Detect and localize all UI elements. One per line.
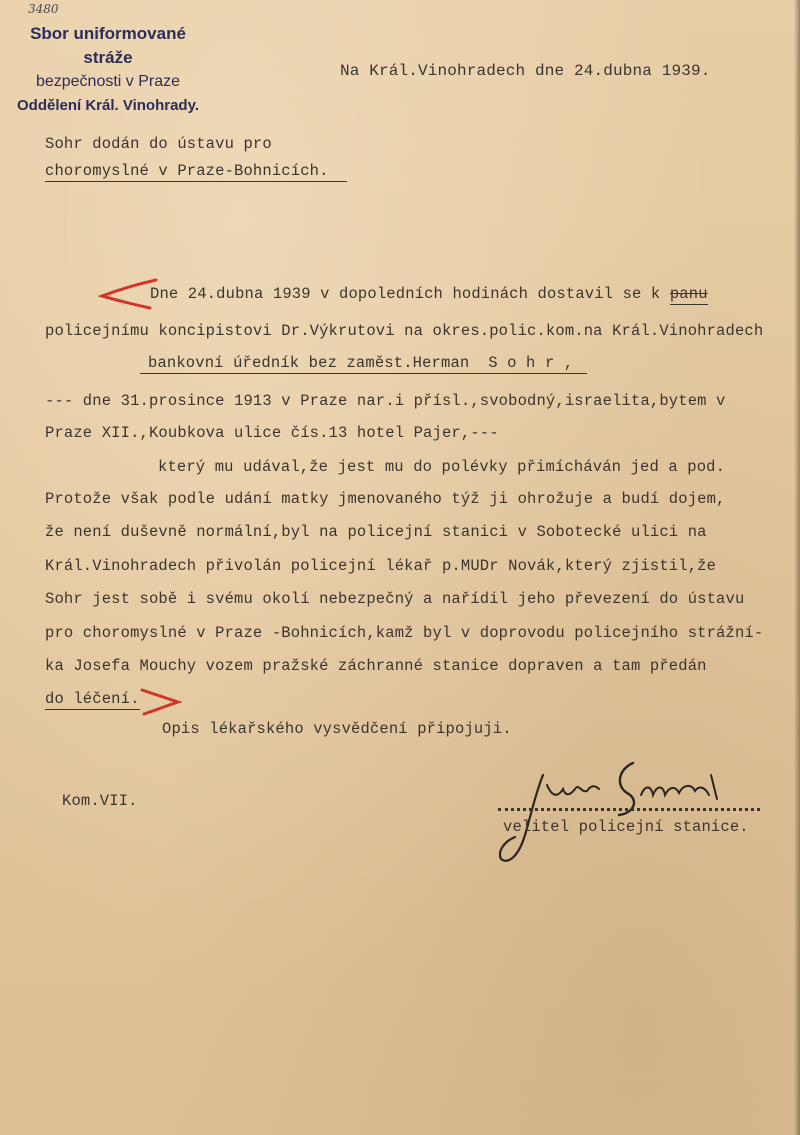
pencil-archive-number: 3480 [28, 2, 59, 16]
body-line-3-text: bankovní úředník bez zaměst.Herman S o h r , [140, 354, 587, 374]
red-pencil-bracket-icon [98, 276, 158, 312]
body-line-13-text: do léčení. [45, 690, 140, 708]
body-line-5: Praze XII.,Koubkova ulice čís.13 hotel Pajer,--- [45, 424, 499, 442]
place-date: Na Král.Vinohradech dne 24.dubna 1939. [340, 62, 711, 80]
signature-title: velitel policejní stanice. [503, 818, 749, 836]
body-line-7: Protože však podle udání matky jmenovaného týž ji ohrožuje a budí dojem, [45, 490, 726, 508]
body-line-13 [45, 690, 140, 708]
body-line-6: který mu udával,že jest mu do polévky přimícháván jed a pod. [158, 458, 726, 476]
stamp-line-3: Oddělení Král. Vinohrady. [17, 97, 199, 114]
struck-word: panu [669, 285, 708, 303]
body-line-3 [140, 354, 587, 372]
red-pencil-closing-mark-icon [138, 686, 182, 718]
reference-code: Kom.VII. [62, 792, 138, 810]
page-edge-shadow [794, 0, 800, 1135]
body-line-1-text: Dne 24.dubna 1939 v dopoledních hodinách dostavil se k [150, 285, 661, 303]
body-line-4: --- dne 31.prosince 1913 v Praze nar.i přísl.,svobodný,israelita,bytem v [45, 392, 726, 410]
body-line-8: že není duševně normální,byl na policejní stanici v Sobotecké ulici na [45, 523, 707, 541]
body-line-1 [150, 285, 708, 303]
body-line-10: Sohr jest sobě i svému okolí nebezpečný a nařídil jeho převezení do ústavu [45, 590, 745, 608]
handwritten-signature [495, 755, 745, 875]
body-line-11: pro choromyslné v Praze -Bohnicích,kamž byl v doprovodu policejního strážní- [45, 624, 764, 642]
stamp-line-2: bezpečnosti v Praze [35, 73, 181, 90]
body-line-2: policejnímu koncipistovi Dr.Výkrutovi na okres.polic.kom.na Král.Vinohradech [45, 322, 764, 340]
subject-line-2-text: choromyslné v Praze-Bohnicích. [45, 162, 347, 182]
stamp-line-1: Sbor uniformované stráže [30, 24, 186, 67]
signature-dotted-line [498, 808, 760, 811]
body-line-12: ka Josefa Mouchy vozem pražské záchranné stanice dopraven a tam předán [45, 657, 707, 675]
body-line-9: Král.Vinohradech přivolán policejní lékař p.MUDr Novák,který zjistil,že [45, 557, 717, 575]
faint-bleedthrough [65, 180, 196, 260]
office-stamp [8, 22, 208, 118]
subject-line-2 [45, 162, 347, 180]
subject-line-1: Sohr dodán do ústavu pro [45, 135, 272, 153]
enclosure-note: Opis lékařského vysvědčení připojuji. [162, 720, 512, 738]
